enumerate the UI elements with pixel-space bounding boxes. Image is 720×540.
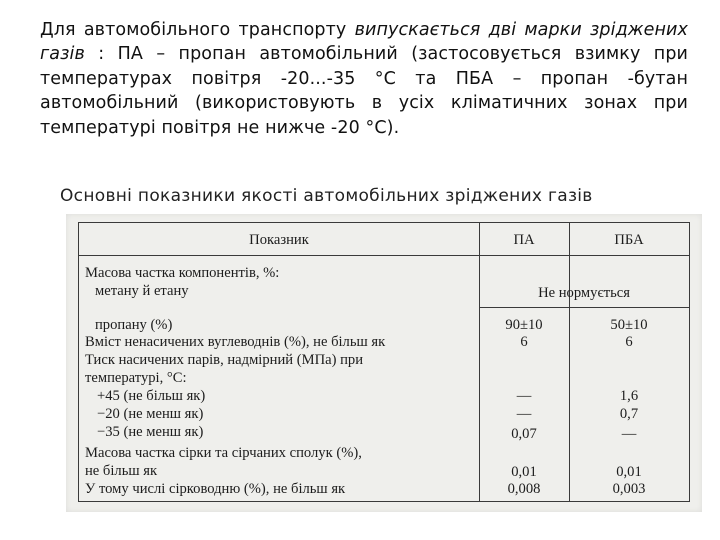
- row-pressure: Тиск насичених парів, надмірний (МПа) при: [85, 352, 364, 368]
- header-indicator: Показник: [249, 232, 309, 248]
- row-pressure-temperature: температурі, °С:: [85, 370, 187, 386]
- column-divider: [479, 223, 480, 501]
- hydrogen-sulfide-pa: 0,008: [507, 481, 541, 497]
- unsaturated-pa: 6: [520, 334, 528, 350]
- table-caption: Основні показники якості автомобільних зріджених газів: [60, 186, 593, 206]
- temp-minus20-pba: 0,7: [619, 406, 639, 422]
- row-mass-components: Масова частка компонентів, %:: [85, 265, 280, 281]
- row-sulfur-limit: не більш як: [85, 463, 158, 479]
- propane-pa: 90±10: [505, 317, 543, 333]
- header-divider: [79, 255, 689, 256]
- sulfur-pba: 0,01: [616, 464, 642, 480]
- intro-emphasis: випускається дві марки зріджених газів: [40, 20, 688, 65]
- column-divider: [569, 223, 570, 501]
- row-temp-plus45: +45 (не більш як): [97, 388, 206, 404]
- header-pa: ПА: [513, 232, 535, 248]
- intro-text-2: : ПА – пропан автомобільний (застосовується взимку при температурах повітря -20...-35 °С та ПБА – пропан -бутан автомобільний (використовують в усіх кліматичних зонах при температурі повітря не нижче -20 °С).: [40, 44, 688, 138]
- intro-paragraph: [40, 18, 688, 140]
- row-methane-ethane: метану й етану: [95, 283, 189, 299]
- row-divider: [479, 307, 689, 308]
- quality-table: [78, 222, 690, 502]
- temp-minus35-pa: 0,07: [511, 426, 537, 442]
- intro-text-1: Для автомобільного транспорту: [40, 20, 355, 40]
- row-unsaturated: Вміст ненасичених вуглеводнів (%), не більш як: [85, 334, 386, 350]
- methane-ethane-value: Не нормується: [538, 285, 630, 301]
- header-pba: ПБА: [614, 232, 644, 248]
- hydrogen-sulfide-pba: 0,003: [612, 481, 646, 497]
- row-temp-minus20: −20 (не менш як): [97, 406, 204, 422]
- row-temp-minus35: −35 (не менш як): [97, 424, 204, 440]
- temp-minus35-pba: —: [621, 426, 637, 442]
- sulfur-pa: 0,01: [511, 464, 537, 480]
- unsaturated-pba: 6: [625, 334, 633, 350]
- row-hydrogen-sulfide: У тому числі сірководню (%), не більш як: [85, 481, 346, 497]
- temp-plus45-pba: 1,6: [619, 388, 639, 404]
- row-propane: пропану (%): [95, 317, 173, 333]
- row-sulfur: Масова частка сірки та сірчаних сполук (%),: [85, 445, 362, 461]
- propane-pba: 50±10: [610, 317, 648, 333]
- temp-minus20-pa: —: [516, 406, 532, 422]
- temp-plus45-pa: —: [516, 388, 532, 404]
